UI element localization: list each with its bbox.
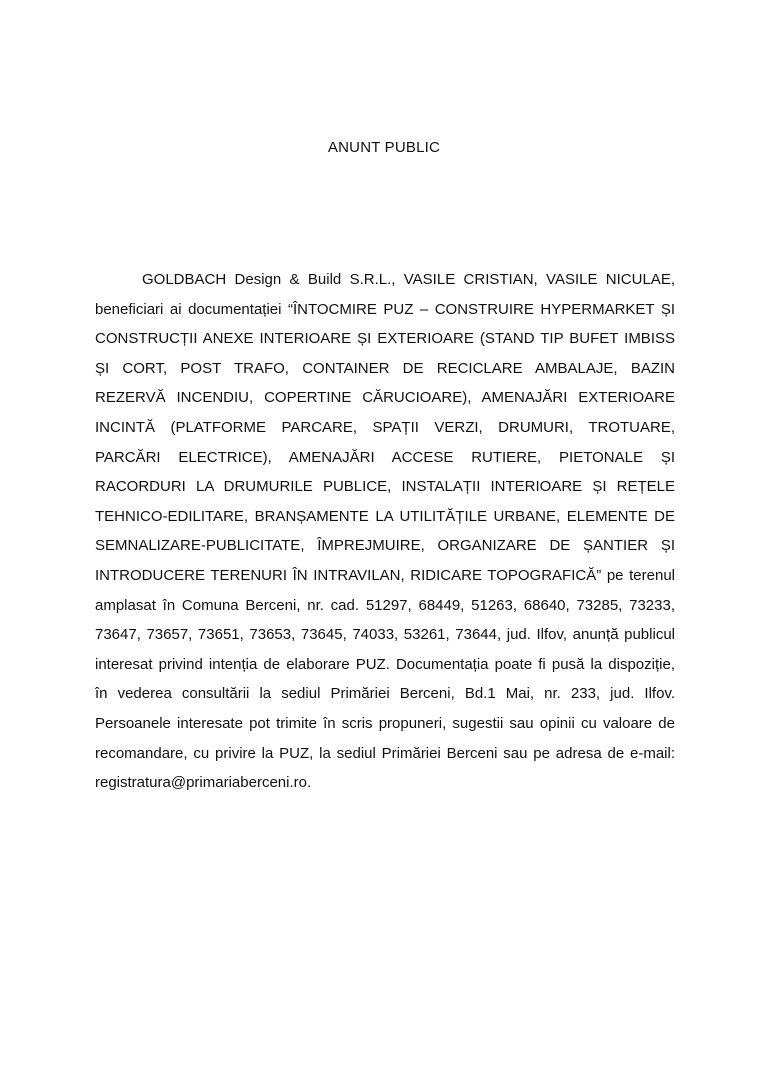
page-title: ANUNT PUBLIC bbox=[327, 139, 441, 156]
announcement-body: GOLDBACH Design & Build S.R.L., VASILE CRISTIAN, VASILE NICULAE, beneficiari ai documentației “ÎNTOCMIRE PUZ – CONSTRUIRE HYPERMARKET ȘI CONSTRUCȚII ANEXE INTERIOARE ȘI EXTERIOARE (STAND TIP BUFET IMBISS ȘI CORT, POST TRAFO, CONTAINER DE RECICLARE AMBALAJE, BAZIN REZERVĂ INCENDIU, COPERTINE CĂRUCIOARE), AMENAJĂRI EXTERIOARE INCINTĂ (PLATFORME PARCARE, SPAȚII VERZI, DRUMURI, TROTUARE, PARCĂRI ELECTRICE), AMENAJĂRI ACCESE RUTIERE, PIETONALE ȘI RACORDURI LA DRUMURILE PUBLICE, INSTALAȚII INTERIOARE ȘI REȚELE TEHNICO-EDILITARE, BRANȘAMENTE LA UTILITĂȚILE URBANE, ELEMENTE DE SEMNALIZARE-PUBLICITATE, ÎMPREJMUIRE, ORGANIZARE DE ȘANTIER ȘI INTRODUCERE TERENURI ÎN INTRAVILAN, RIDICARE TOPOGRAFICĂ” pe terenul amplasat în Comuna Berceni, nr. cad. 51297, 68449, 51263, 68640, 73285, 73233, 73647, 73657, 73651, 73653, 73645, 74033, 53261, 73644, jud. Ilfov, anunță publicul interesat privind intenția de elaborare PUZ. Documentația poate fi pusă la dispoziție, în vederea consultării la sediul Primăriei Berceni, Bd.1 Mai, nr. 233, jud. Ilfov. Persoanele interesate pot trimite în scris propuneri, sugestii sau opinii cu valoare de recomandare, cu privire la PUZ, la sediul Primăriei Berceni sau pe adresa de e-mail: registratura@primariaberceni.ro. bbox=[95, 271, 675, 792]
